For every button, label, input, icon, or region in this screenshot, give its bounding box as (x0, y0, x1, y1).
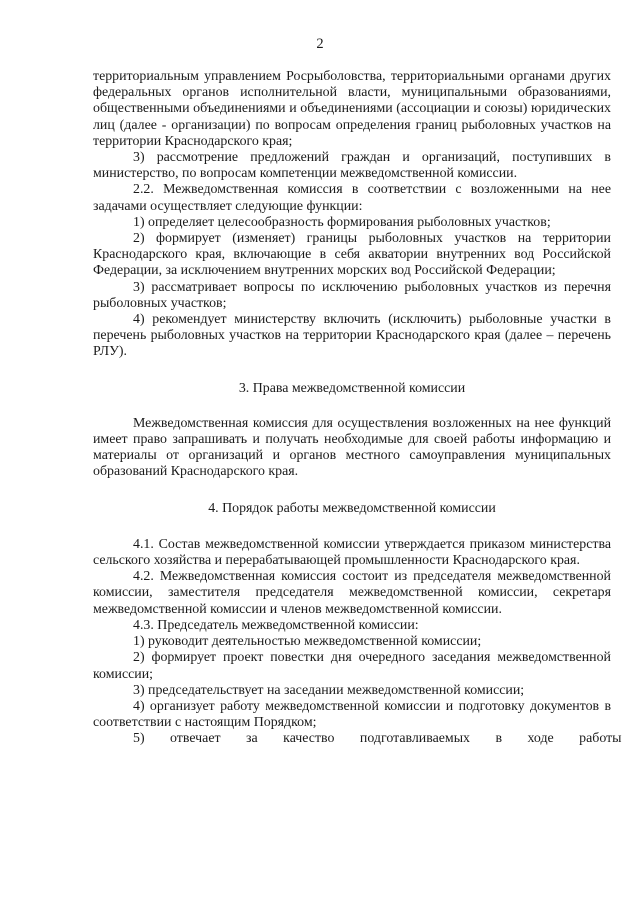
paragraph: 4.1. Состав межведомственной комиссии утверждается приказом министерства сельского хозяйства и перерабатывающей промышленности Краснодарского края. (93, 536, 611, 569)
paragraph: 4.2. Межведомственная комиссия состоит из председателя межведомственной комиссии, заместителя председателя межведомственной комиссии, секретаря межведомственной комиссии и членов межведомственной комиссии. (93, 569, 611, 617)
page-number: 2 (316, 36, 324, 52)
paragraph: 3) председательствует на заседании межведомственной комиссии; (133, 682, 525, 698)
paragraph: 3) рассмотрение предложений граждан и организаций, поступивших в министерство, по вопросам компетенции межведомственной комиссии. (93, 150, 611, 182)
section-heading: 3. Права межведомственной комиссии (238, 380, 466, 396)
paragraph: 2) формирует (изменяет) границы рыболовных участков на территории Краснодарского края, включающие в себя акватории внутренних вод Российской Федерации, за исключением внутренних морских вод Российской Федерации; (93, 231, 611, 279)
paragraph: 4) рекомендует министерству включить (исключить) рыболовные участки в перечень рыболовных участков на территории Краснодарского края (далее – перечень РЛУ). (93, 312, 611, 360)
paragraph: 1) определяет целесообразность формирования рыболовных участков; (133, 214, 551, 230)
paragraph: 4.3. Председатель межведомственной комиссии: (133, 617, 419, 633)
section-heading: 4. Порядок работы межведомственной комиссии (208, 500, 496, 516)
document-body (93, 69, 622, 748)
paragraph: территориальным управлением Росрыболовства, территориальными органами других федеральных органов исполнительной власти, муниципальными образованиями, общественными объединениями и объединениями (ассоциации и союзы) юридических лиц (далее - организации) по вопросам определения границ рыболовных участков на территории Краснодарского края; (93, 69, 611, 149)
paragraph: 3) рассматривает вопросы по исключению рыболовных участков из перечня рыболовных участков; (93, 279, 611, 311)
paragraph: Межведомственная комиссия для осуществления возложенных на нее функций имеет право запрашивать и получать необходимые для своей работы информацию и материалы от организаций и органов местного самоуправления муниципальных образований Краснодарского края. (93, 415, 611, 480)
paragraph: 1) руководит деятельностью межведомственной комиссии; (133, 634, 482, 650)
paragraph: 2.2. Межведомственная комиссия в соответствии с возложенными на нее задачами осуществляет следующие функции: (93, 182, 611, 214)
paragraph: 2) формирует проект повестки дня очередного заседания межведомственной комиссии; (93, 650, 611, 682)
paragraph: 5) отвечает за качество подготавливаемых в ходе работы (133, 731, 622, 747)
paragraph: 4) организует работу межведомственной комиссии и подготовку документов в соответствии с настоящим Порядком; (93, 698, 611, 731)
